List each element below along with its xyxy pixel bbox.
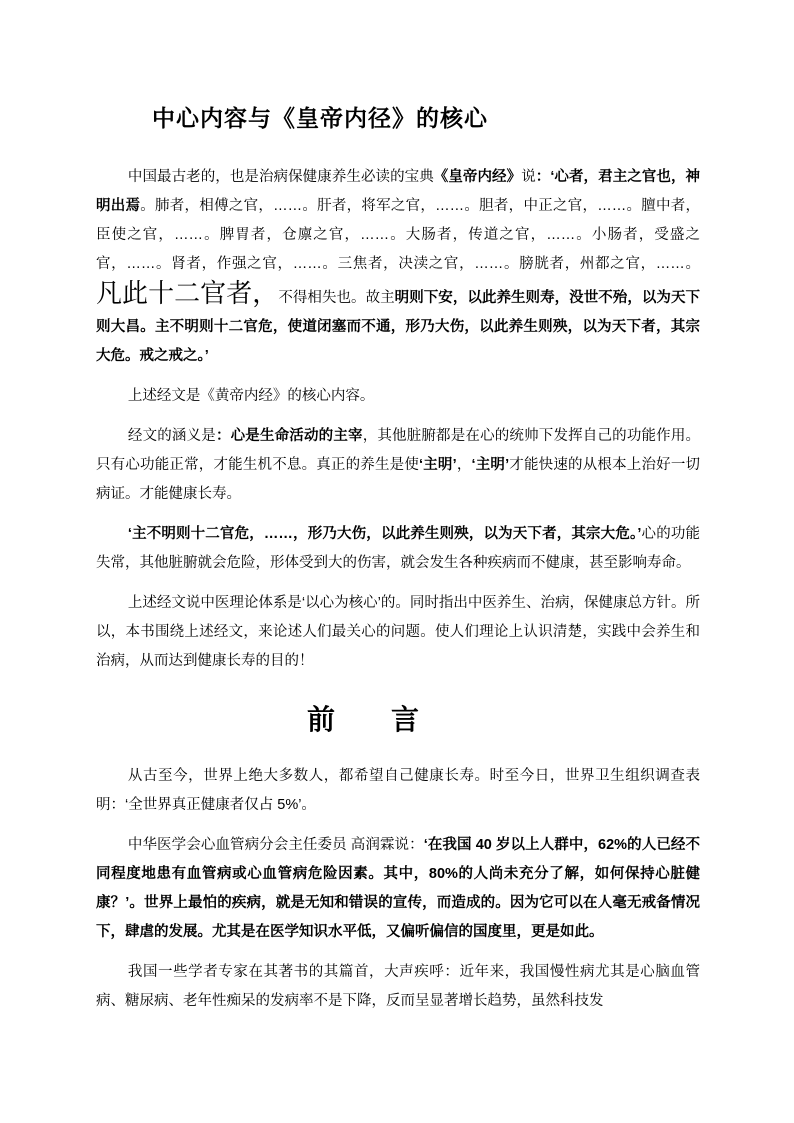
paragraph-scripture: [96, 163, 700, 371]
paragraph-core-statement: [96, 382, 700, 411]
text-run: 从古至今，世界上绝大多数人，都希望自己健康长寿。时至今日，世界卫生组织调查表明：‘全世界真正健康者仅占 5%’。: [96, 768, 700, 813]
paragraph-warning: [96, 520, 700, 578]
paragraph-meaning: [96, 422, 700, 509]
text-run: 才能快速的从根本上治好一切病证。才能健康长寿。: [96, 457, 701, 502]
text-run-bold: ‘主不明则十二官危，……，形乃大伤，以此养生则殃，以为天下者，其宗大危。’: [127, 526, 642, 542]
paragraph-scholars-appeal: [96, 958, 700, 1016]
section-heading-preface: 前 言: [306, 704, 419, 735]
text-run-bold: ：心是生命活动的主宰: [215, 428, 363, 444]
text-run-bold: 《皇帝内经》: [433, 169, 522, 185]
text-run-bold: ‘主明’: [471, 457, 510, 473]
text-run: 上述经文是《黄帝内经》的核心内容。: [127, 388, 375, 404]
paragraph-expert-quote: [96, 831, 700, 947]
text-run-bold: ：‘心者，君主之官也，神明出焉: [96, 169, 701, 214]
text-run-bold: ‘主明’: [419, 457, 457, 473]
paragraph-book-purpose: [96, 589, 700, 676]
text-run: 经文的涵义是: [127, 428, 216, 444]
text-run-bold: 明则下安，以此养生则寿，没世不殆，以为天下则大昌。主不明则十二官危，使道闭塞而不通，形乃大伤，以此养生则殃，以为天下者，其宗大危。戒之戒之。’: [96, 290, 701, 364]
text-run: ，其他脏腑都是在心的统帅下发挥自己的功能作用。只有心功能正常，才能生机不息。真正的养生是使: [96, 428, 701, 473]
text-run: 中华医学会心血管病分会主任委员 高润霖说：: [127, 837, 424, 853]
text-run: 我国一些学者专家在其著书的其篇首，大声疾呼：近年来，我国慢性病尤其是心脑血管病、糖尿病、老年性痴呆的发病率不是下降，反而呈显著增长趋势，虽然科技发: [96, 964, 700, 1009]
text-run-bold: ‘在我国 40 岁以上人群中，62%的人已经不同程度地患有血管病或心血管病危险因素。其中，80%的人尚未充分了解，如何保持心脏健康？’。世界上最怕的疾病，就是无知和错误的宣传，而造成的。因为它可以在人毫无戒备情况下，肆虐的发展。尤其是在医学知识水平低，又偏听偏信的国度里，更是如此。: [96, 837, 700, 940]
text-run: 上述经文说中医理论体系是‘以心为核心’的。同时指出中医养生、治病，保健康总方针。所以，本书围绕上述经文，来论述人们最关心的问题。使人们理论上认识清楚，实践中会养生和治病，从而达到健康长寿的目的！: [96, 595, 700, 669]
text-run: 心的功能失常，其他脏腑就会危险，形体受到大的伤害，就会发生各种疾病而不健康，甚至影响寿命。: [96, 526, 701, 571]
text-run: 不得相失也。故主: [278, 290, 395, 306]
text-run-large: 凡此十二官者，: [96, 278, 279, 308]
text-run: 说: [521, 169, 536, 185]
page-title: 中心内容与《皇帝内径》的核心: [152, 105, 488, 131]
text-run: 。肺者，相傅之官，……。肝者，将军之官，……。胆者，中正之官，……。膻中者，臣使之官，……。脾胃者，仓廪之官，……。大肠者，传道之官，……。小肠者，受盛之官，……。肾者，作强之官，……。三焦者，决渎之官，……。膀胱者，州都之官，……。: [96, 198, 701, 272]
text-run: 中国最古老的，也是治病保健康养生必读的宝典: [127, 169, 434, 185]
paragraph-who-survey: [96, 762, 700, 820]
text-run: ，: [456, 457, 472, 473]
